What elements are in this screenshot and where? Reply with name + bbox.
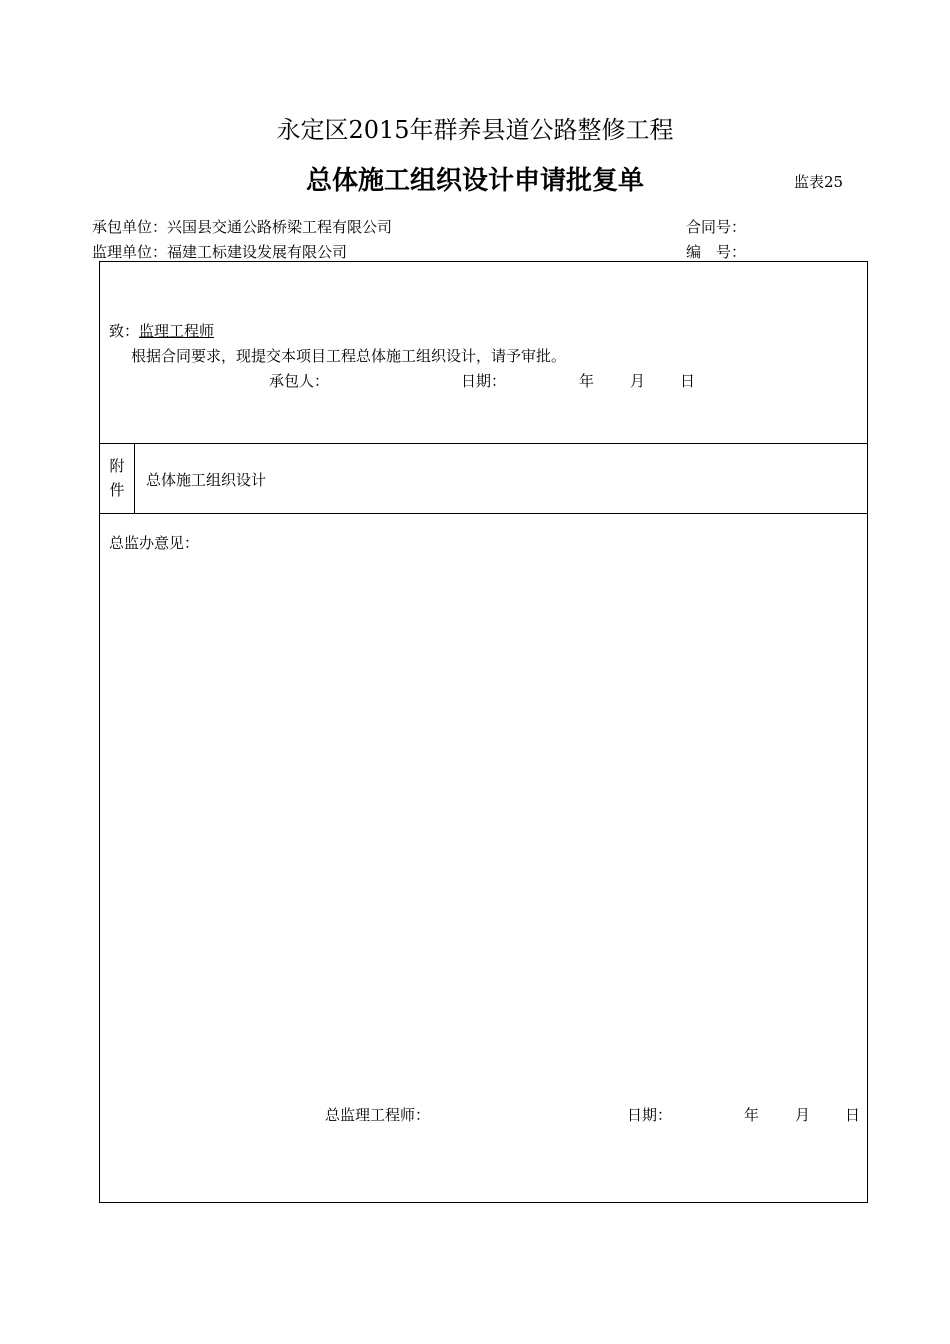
request-body: 根据合同要求，现提交本项目工程总体施工组织设计，请予审批。 <box>131 347 567 365</box>
project-title: 永定区2015年群养县道公路整修工程 <box>276 116 674 144</box>
form-table <box>99 261 868 1203</box>
form-title: 总体施工组织设计申请批复单 <box>305 166 644 196</box>
addressee-line <box>109 320 214 341</box>
opinion-year: 年 <box>744 1106 760 1124</box>
request-year: 年 <box>579 372 595 390</box>
attachment-section <box>100 443 867 514</box>
opinion-day: 日 <box>845 1106 861 1124</box>
request-month: 月 <box>630 372 646 390</box>
contractor-value: 兴国县交通公路桥梁工程有限公司 <box>167 218 393 236</box>
form-code: 监表25 <box>794 173 844 191</box>
attachment-label-char-2: 件 <box>109 481 125 499</box>
attachment-label-char-1: 附 <box>109 457 125 475</box>
supervisor-value: 福建工标建设发展有限公司 <box>167 243 348 261</box>
opinion-month: 月 <box>795 1106 811 1124</box>
supervisor-row <box>92 241 347 262</box>
serial-no-label: 编 号： <box>686 243 747 261</box>
attachment-value: 总体施工组织设计 <box>146 471 267 489</box>
opinion-date-label: 日期： <box>627 1106 673 1124</box>
opinion-section <box>100 514 867 1202</box>
to-label: 致： <box>109 322 140 340</box>
contractor-row <box>92 216 392 237</box>
attachment-label <box>100 443 135 513</box>
request-section <box>100 262 867 444</box>
contract-no-label: 合同号： <box>686 218 747 236</box>
contractor-signer-label: 承包人： <box>269 372 330 390</box>
opinion-label: 总监办意见： <box>109 534 200 552</box>
chief-engineer-label: 总监理工程师： <box>325 1106 431 1124</box>
addressee: 监理工程师 <box>139 322 215 340</box>
contractor-label: 承包单位： <box>92 218 168 236</box>
supervisor-label: 监理单位： <box>92 243 168 261</box>
request-date-label: 日期： <box>461 372 507 390</box>
request-day: 日 <box>680 372 696 390</box>
